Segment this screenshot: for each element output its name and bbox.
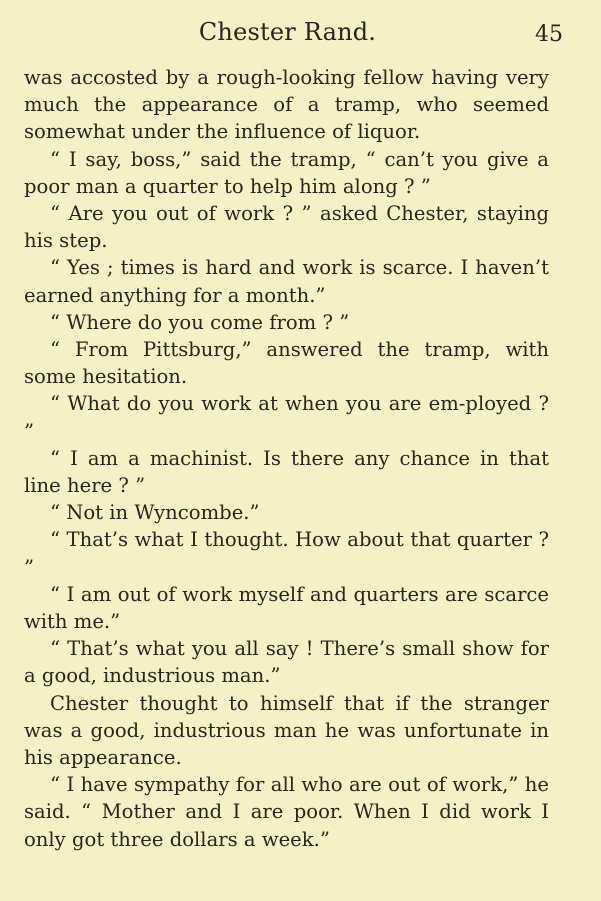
body-text <box>24 64 549 853</box>
running-title: Chester Rand. <box>198 18 377 46</box>
paragraph: “ Not in Wyncombe.” <box>50 501 260 525</box>
paragraph: “ That’s what you all say ! There’s small show for a good, industrious man.” <box>24 637 549 688</box>
paragraph: “ I say, boss,” said the tramp, “ can’t you give a poor man a quarter to help him along ? ” <box>24 147 549 198</box>
paragraph: “ What do you work at when you are em-ployed ? ” <box>24 392 549 443</box>
paragraph: “ From Pittsburg,” answered the tramp, with some hesitation. <box>24 338 549 389</box>
paragraph: “ Are you out of work ? ” asked Chester, staying his step. <box>24 202 549 253</box>
running-head <box>24 18 563 48</box>
paragraph: “ Yes ; times is hard and work is scarce. I haven’t earned anything for a month.” <box>24 256 549 307</box>
page-number: 45 <box>535 22 563 47</box>
paragraph: “ I have sympathy for all who are out of work,” he said. “ Mother and I are poor. When I did work I only got three dollars a week.” <box>24 773 549 851</box>
paragraph: “ Where do you come from ? ” <box>50 310 350 334</box>
paragraph: was accosted by a rough-looking fellow having very much the appearance of a tramp, who seemed somewhat under the influence of liquor. <box>24 66 549 144</box>
paragraph: Chester thought to himself that if the stranger was a good, industrious man he was unfortunate in his appearance. <box>24 691 549 770</box>
paragraph: “ I am a machinist. Is there any chance in that line here ? ” <box>24 446 549 498</box>
paragraph: “ I am out of work myself and quarters are scarce with me.” <box>24 582 549 634</box>
paragraph: “ That’s what I thought. How about that quarter ? ” <box>24 528 549 579</box>
